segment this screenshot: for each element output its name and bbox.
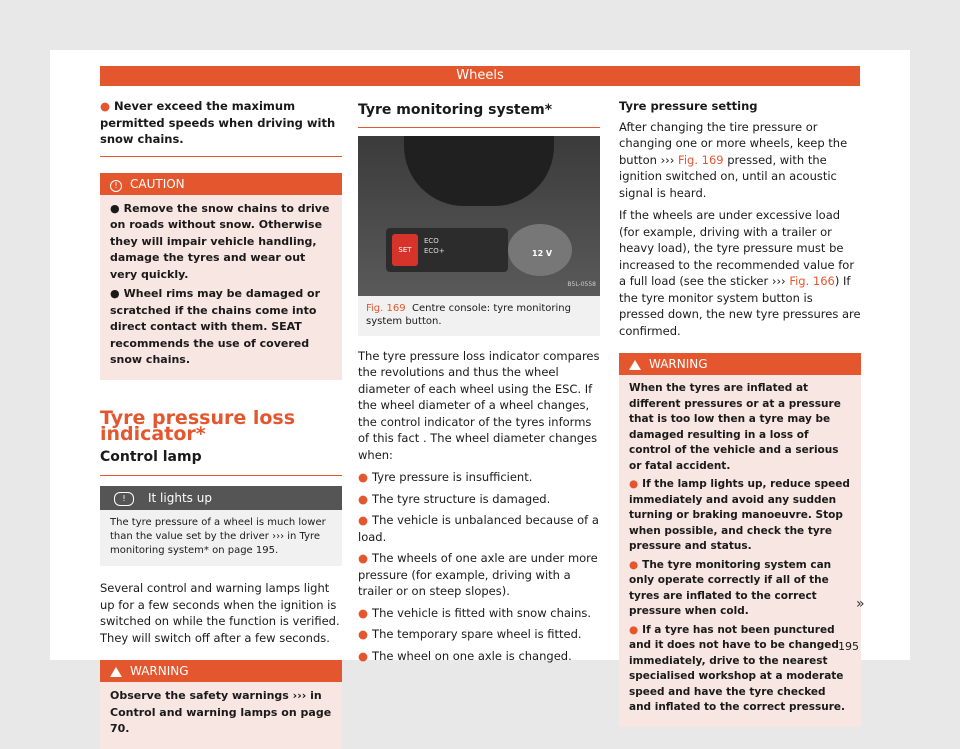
column-left (100, 98, 342, 749)
info-icon: ! (110, 180, 122, 192)
caution-item: Remove the snow chains to drive on roads without snow. Otherwise they will impair vehicle handling, damage the tyres and wear out very quickly. (110, 201, 330, 281)
lamp-label: It lights up (148, 491, 212, 505)
figure-caption (358, 296, 600, 328)
bullet-list (358, 469, 600, 664)
warning-intro: When the tyres are inflated at different pressures or at a pressure that is too low then a tyre may be damaged resulting in a loss of control of the vehicle and a serious or fatal accident. (629, 382, 841, 472)
list-item: ● The vehicle is fitted with snow chains. (358, 605, 592, 620)
list-item: ● The wheels of one axle are under more pressure (for example, driving with a trailer or on steep slopes). (358, 551, 598, 598)
warning-title: WARNING (130, 664, 189, 678)
section-heading: Tyre monitoring system* (358, 102, 600, 128)
intro-paragraph: The tyre pressure loss indicator compares the revolutions and thus the wheel diameter of each wheel using the ESC. If the wheel diameter of a wheel changes, the control indicator of the tyres informs of this fact . The wheel diameter changes when: (358, 348, 600, 462)
list-item: ● Tyre pressure is insufficient. (358, 470, 533, 484)
list-item: ● The vehicle is unbalanced because of a load. (358, 513, 599, 544)
figure-link[interactable]: Fig. 166 (789, 274, 835, 288)
caption-text: Centre console: tyre monitoring system button. (366, 302, 571, 327)
image-ref-code: B5L-0558 (567, 281, 596, 288)
figure-link[interactable]: Fig. 169 (678, 152, 724, 167)
warning-triangle-icon (629, 360, 641, 370)
control-lamp-box (100, 486, 342, 566)
warning-header (619, 353, 861, 375)
warning-text: Observe the safety warnings ››› in Control and warning lamps on page 70. (110, 689, 332, 735)
setting-heading: Tyre pressure setting (619, 99, 758, 113)
snow-chain-note (100, 98, 342, 157)
lamp-description: The tyre pressure of a wheel is much lower than the value set by the driver ››› in Tyre monitoring system* on page 195. (110, 517, 326, 556)
caution-box (100, 173, 342, 380)
warning-header (100, 660, 342, 682)
warning-box (100, 660, 342, 749)
set-button: SET (392, 234, 418, 266)
chapter-header: Wheels (100, 66, 860, 86)
eco-buttons (424, 236, 445, 256)
eco-label: ECO (424, 236, 439, 245)
list-item: ● The tyre structure is damaged. (358, 491, 551, 506)
tyre-pressure-lamp-icon: ! (114, 492, 134, 506)
warning-title: WARNING (649, 357, 708, 371)
figure-number: Fig. 169 (366, 302, 406, 314)
subsection-title: Control lamp (100, 449, 342, 477)
column-right (619, 98, 861, 727)
section-title: Tyre pressure loss indicator* (100, 406, 296, 445)
centre-console-photo (358, 136, 600, 296)
bullet-icon: ● (100, 99, 111, 113)
bullet-icon: ● (110, 287, 120, 300)
warning-item: If the lamp lights up, reduce speed immediately and avoid any sudden turning or braking manoeuvre. Stop when possible, and check the tyre pressure and status. (629, 478, 850, 552)
caution-header (100, 173, 342, 195)
list-item: ● The wheel on one axle is changed. (358, 648, 572, 663)
body-paragraph: Several control and warning lamps light up for a few seconds when the ignition is switched on while the function is verified. They will switch off after a few seconds. (100, 581, 340, 645)
warning-item: If a tyre has not been punctured and it does not have to be changed immediately, drive to the nearest specialised workshop at a moderate speed and have the tyre checked and inflated to the correct pressure. (629, 623, 846, 713)
caution-item: Wheel rims may be damaged or scratched if the chains come into direct contact with them. SEAT recommends the use of covered snow chains. (110, 287, 321, 366)
note-text: Never exceed the maximum permitted speeds when driving with snow chains. (100, 99, 336, 146)
eco-plus-label: ECO+ (424, 246, 445, 255)
bullet-icon: ● (110, 201, 120, 215)
caution-title: CAUTION (130, 176, 185, 191)
figure (358, 136, 600, 336)
warning-triangle-icon (110, 667, 122, 677)
setting-paragraph-2: If the wheels are under excessive load (for example, driving with a trailer or heavy load), the tyre pressure must be increased to the recommended value for a full load (see the sticker ››› Fig. 166) If the tyre monitor system button is pressed down, the new tyre pressures are confirmed. (619, 208, 861, 338)
warning-item: The tyre monitoring system can only operate correctly if all of the tyres are inflated to the correct pressure when cold. (629, 558, 832, 617)
setting-paragraph-1: After changing the tire pressure or changing one or more wheels, keep the button ››› Fig. 169 pressed, with the ignition switched on, until an acoustic signal is heard. (619, 119, 848, 200)
outlet-label: 12 V (532, 248, 553, 258)
page-number: 195 (838, 640, 859, 653)
warning-box: WARNING When the tyres are inflated at different pressures or at a pressure that is too low then a tyre may be damaged resulting in a loss of control of the vehicle and a serious or fatal accident. ● If the lamp lights up, reduce speed immediately and avoid any sudden turning or braking manoeuvre. Stop when possible, and check the tyre pressure and status. ● The tyre monitoring system can only operate correctly if all of the tyres are inflated to the correct pressure when cold. ● If a tyre has not been punctured and it does not have to be changed immediately, drive to the nearest specialised workshop at a moderate speed and have the tyre checked and inflated to the correct pressure. (619, 353, 861, 727)
list-item: ● The temporary spare wheel is fitted. (358, 627, 582, 641)
continue-arrow: » (856, 596, 865, 612)
storage-compartment (404, 136, 554, 206)
column-middle (358, 98, 600, 669)
